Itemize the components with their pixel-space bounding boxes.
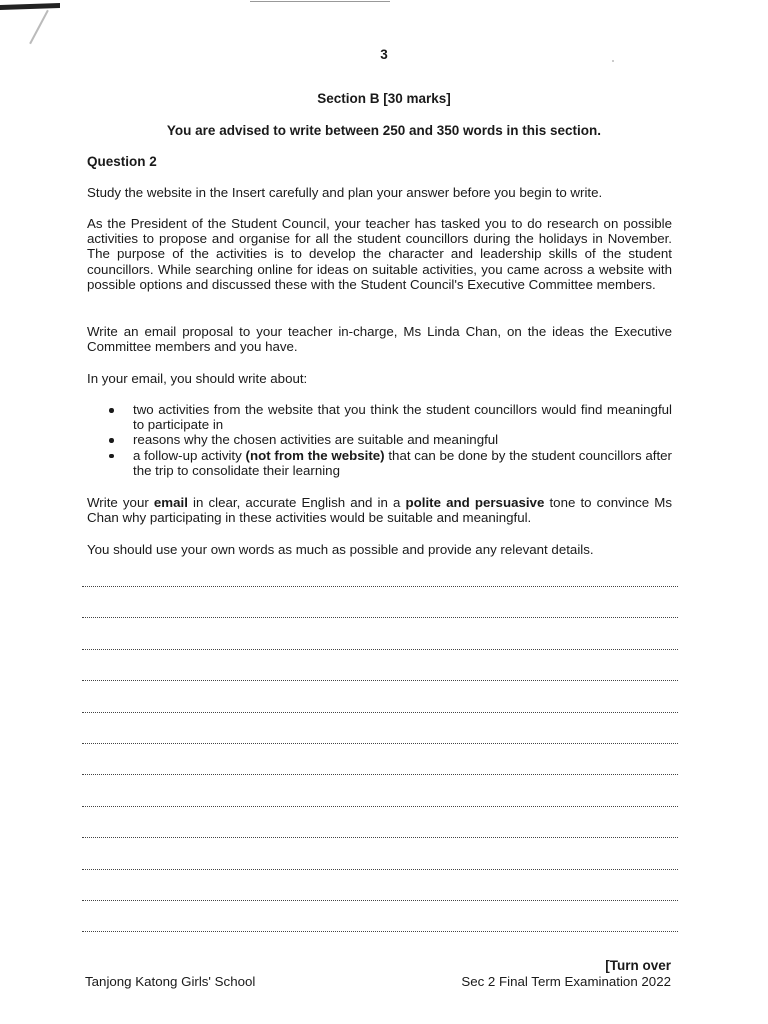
content-points-list: [87, 402, 672, 478]
scan-artifact-line: [29, 10, 49, 44]
own-words-instruction: You should use your own words as much as possible and provide any relevant details.: [87, 542, 594, 557]
answer-line[interactable]: [82, 869, 678, 870]
list-item: [87, 402, 672, 432]
scan-artifact-mark: [0, 3, 60, 10]
turn-over-note: [Turn over: [605, 958, 671, 973]
footer-school-name: Tanjong Katong Girls' School: [85, 974, 256, 989]
answer-line[interactable]: [82, 680, 678, 681]
bullet-icon: [109, 438, 114, 443]
bullet-text-emphasis: (not from the website): [245, 447, 385, 463]
bullet-text: two activities from the website that you think the student councillors would find meaningful to participate in: [133, 402, 672, 433]
scenario-paragraph: As the President of the Student Council, your teacher has tasked you to do research on possible activities to propose and organise for all the student councillors during the holidays in November. The purpose of the activities is to develop the character and leadership skills of the student councillors. While searching online for ideas on suitable activities, you came across a website with possible options and discussed these with the Student Council's Executive Committee members.: [87, 216, 672, 292]
scan-artifact-top-line: [250, 1, 390, 2]
question-heading: Question 2: [87, 154, 157, 169]
style-text-a: Write your: [87, 495, 154, 510]
answer-line[interactable]: [82, 586, 678, 587]
bullet-text-pre: a follow-up activity: [133, 447, 246, 463]
bullet-intro: In your email, you should write about:: [87, 371, 308, 386]
bullet-text-post: that can be done by the student councillors after the trip to consolidate their learning: [133, 447, 672, 478]
instruction-paragraph-1: Study the website in the Insert carefully and plan your answer before you begin to write.: [87, 185, 603, 200]
answer-line[interactable]: [82, 774, 678, 775]
task-paragraph: Write an email proposal to your teacher in-charge, Ms Linda Chan, on the ideas the Executive Committee members and you have.: [87, 324, 672, 355]
answer-line[interactable]: [82, 712, 678, 713]
answer-line[interactable]: [82, 837, 678, 838]
list-item: [87, 448, 672, 478]
answer-line[interactable]: [82, 931, 678, 932]
word-count-advice: You are advised to write between 250 and 350 words in this section.: [166, 123, 602, 138]
answer-line[interactable]: [82, 743, 678, 744]
style-instruction-paragraph: [87, 495, 672, 525]
answer-line[interactable]: [82, 617, 678, 618]
answer-line[interactable]: [82, 649, 678, 650]
style-emphasis-email: email: [153, 495, 188, 510]
style-text-c: in clear, accurate English and in a: [187, 495, 406, 510]
section-title: Section B [30 marks]: [317, 91, 451, 106]
bullet-icon: [109, 454, 114, 459]
style-text-e: tone to convince Ms Chan why participating in these activities would be suitable and meaningful.: [87, 495, 673, 526]
style-emphasis-tone: polite and persuasive: [405, 495, 545, 510]
footer-exam-name: Sec 2 Final Term Examination 2022: [461, 974, 671, 989]
answer-line[interactable]: [82, 900, 678, 901]
page-number: 3: [380, 47, 388, 62]
bullet-text: reasons why the chosen activities are suitable and meaningful: [133, 432, 499, 448]
bullet-icon: [109, 408, 114, 413]
list-item: [87, 432, 672, 447]
answer-line[interactable]: [82, 806, 678, 807]
